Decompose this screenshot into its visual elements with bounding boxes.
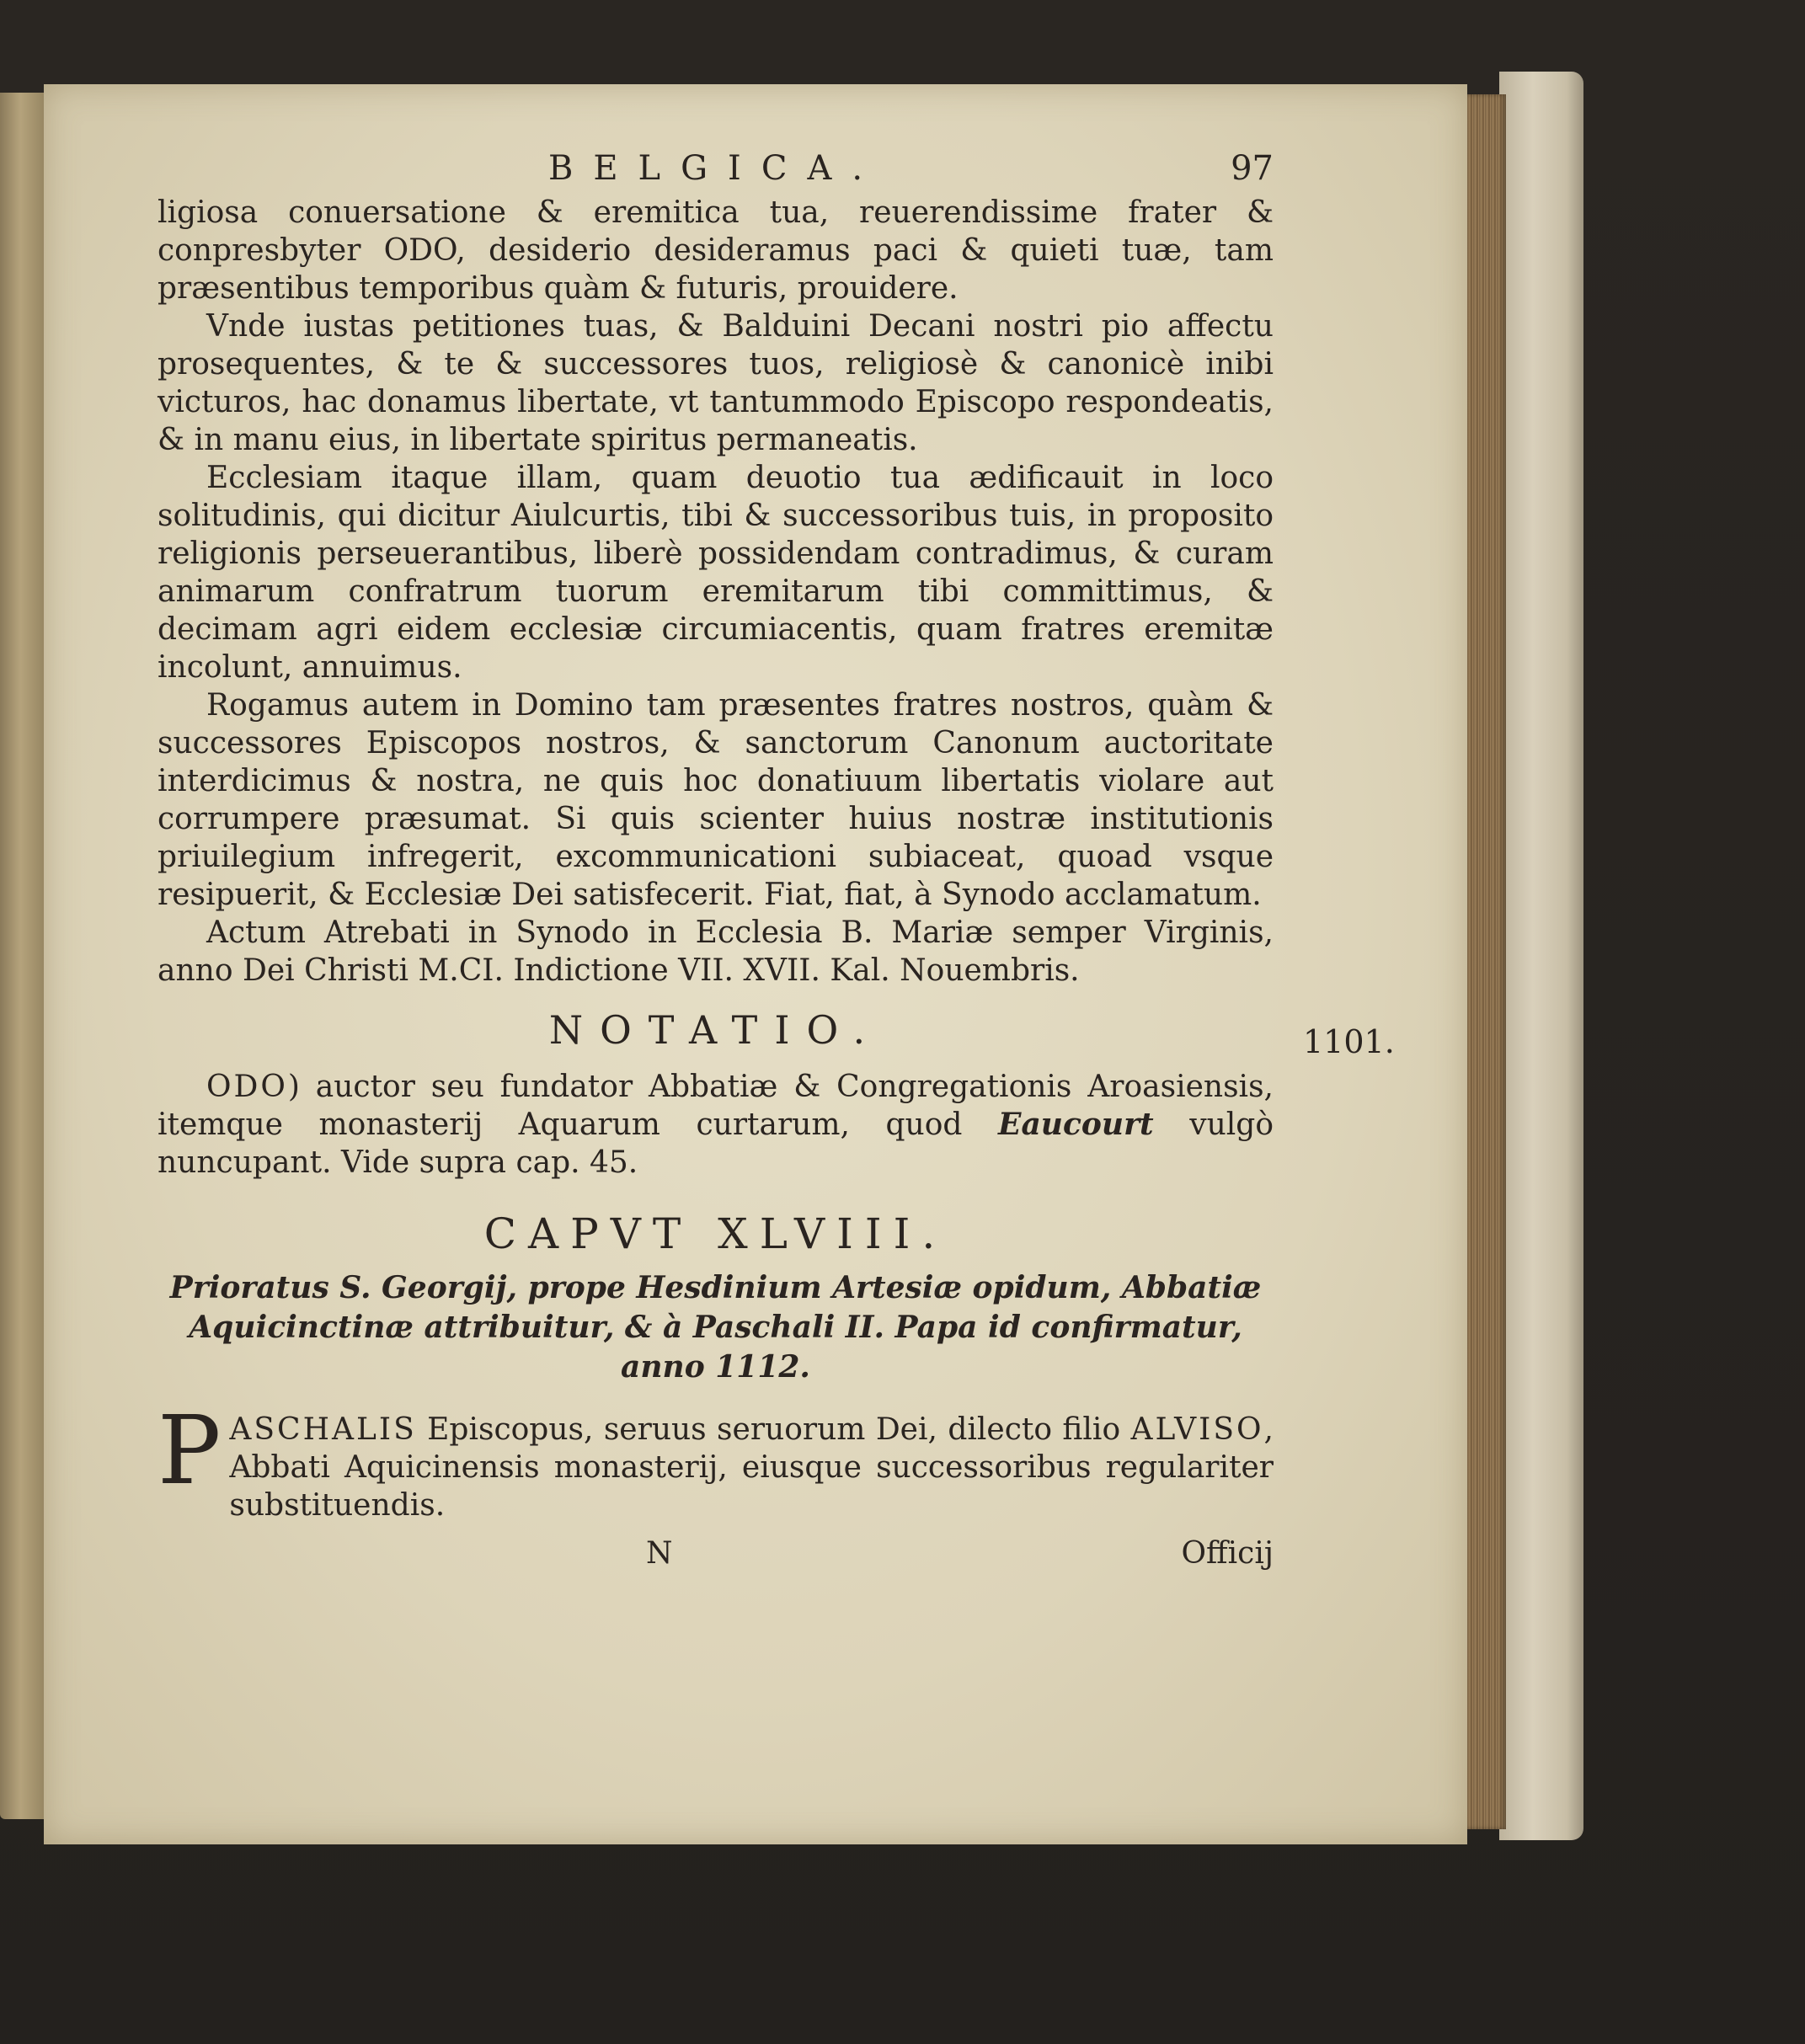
notatio-lemma: ODO — [206, 1070, 288, 1104]
catchword: Officij — [1181, 1536, 1274, 1571]
margin-year: 1101. — [1303, 1023, 1395, 1060]
vellum-cover — [1499, 72, 1583, 1840]
chapter-text-b: , Abbati Aquicinensis monasterij, eiusque successoribus regulariter substituendis. — [229, 1412, 1274, 1523]
chapter-summary: Prioratus S. Georgij, prope Hesdinium Artesiæ opidum, Abbatiæ Aquicinctinæ attribuitur, & à Paschali II. Papa id confirmatur, anno 1112. — [169, 1270, 1262, 1385]
book-page — [44, 84, 1467, 1844]
chapter-opening — [158, 1396, 1274, 1524]
notatio-paragraph — [158, 1068, 1274, 1182]
abbot-name: ALVISO — [1130, 1412, 1264, 1447]
running-header — [158, 150, 1274, 194]
vulgar-name: Eaucourt — [998, 1107, 1154, 1142]
drop-cap: P — [158, 1396, 222, 1506]
charter-paragraph-4: Rogamus autem in Domino tam præsentes fratres nostros, quàm & successores Episcopos nostros, & sanctorum Canonum auctoritate interdicimus & nostra, ne quis hoc donatiuum libertatis violare aut corrumpere præsumat. Si quis scienter huius nostræ institutionis priuilegium infregerit, excommunicationi subiaceat, quoad vsque resipuerit, & Ecclesiæ Dei satisfecerit. Fiat, fiat, à Synodo acclamatum. — [158, 688, 1274, 912]
page-footer — [158, 1534, 1274, 1577]
facing-page-edge — [0, 93, 51, 1819]
chapter-text-a: Episcopus, seruus seruorum Dei, dilecto filio — [416, 1412, 1131, 1447]
notatio-text-a: ) auctor seu fundator Abbatiæ & Congregationis Aroasiensis, itemque monasterij Aquarum curtarum, quod — [158, 1070, 1274, 1142]
charter-dating-clause: Actum Atrebati in Synodo in Ecclesia B. Mariæ semper Virginis, anno Dei Christi M.CI. Indictione VII. XVII. Kal. Nouembris. — [158, 915, 1274, 988]
charter-paragraph-2: Vnde iustas petitiones tuas, & Balduini Decani nostri pio affectu prosequentes, & te & successores tuos, religiosè & canonicè inibi victuros, hac donamus libertate, vt tantummodo Episcopo respondeatis, & in manu eius, in libertate spiritus permaneatis. — [158, 309, 1274, 457]
chapter-heading: CAPVT XLVIII. — [483, 1209, 948, 1258]
pope-name: ASCHALIS — [229, 1412, 417, 1447]
notatio-heading: NOTATIO. — [548, 1007, 883, 1053]
page-number: 97 — [1231, 149, 1274, 188]
charter-paragraph-1: ligiosa conuersatione & eremitica tua, reuerendissime frater & conpresbyter ODO, desiderio desideramus paci & quieti tuæ, tam præsentibus temporibus quàm & futuris, prouidere. — [158, 195, 1274, 306]
running-title: BELGICA. — [547, 149, 884, 188]
page-text — [158, 150, 1274, 1577]
notatio-text-b: vulgò nuncupant. Vide supra cap. 45. — [158, 1107, 1274, 1180]
charter-paragraph-3: Ecclesiam itaque illam, quam deuotio tua ædificauit in loco solitudinis, qui dicitur Aiulcurtis, tibi & successoribus tuis, in proposito religionis perseuerantibus, liberè possidendam contradimus, & curam animarum confratrum tuorum eremitarum tibi committimus, & decimam agri eidem ecclesiæ circumiacentis, quam fratres eremitæ incolunt, annuimus. — [158, 461, 1274, 685]
signature-mark: N — [646, 1536, 673, 1571]
